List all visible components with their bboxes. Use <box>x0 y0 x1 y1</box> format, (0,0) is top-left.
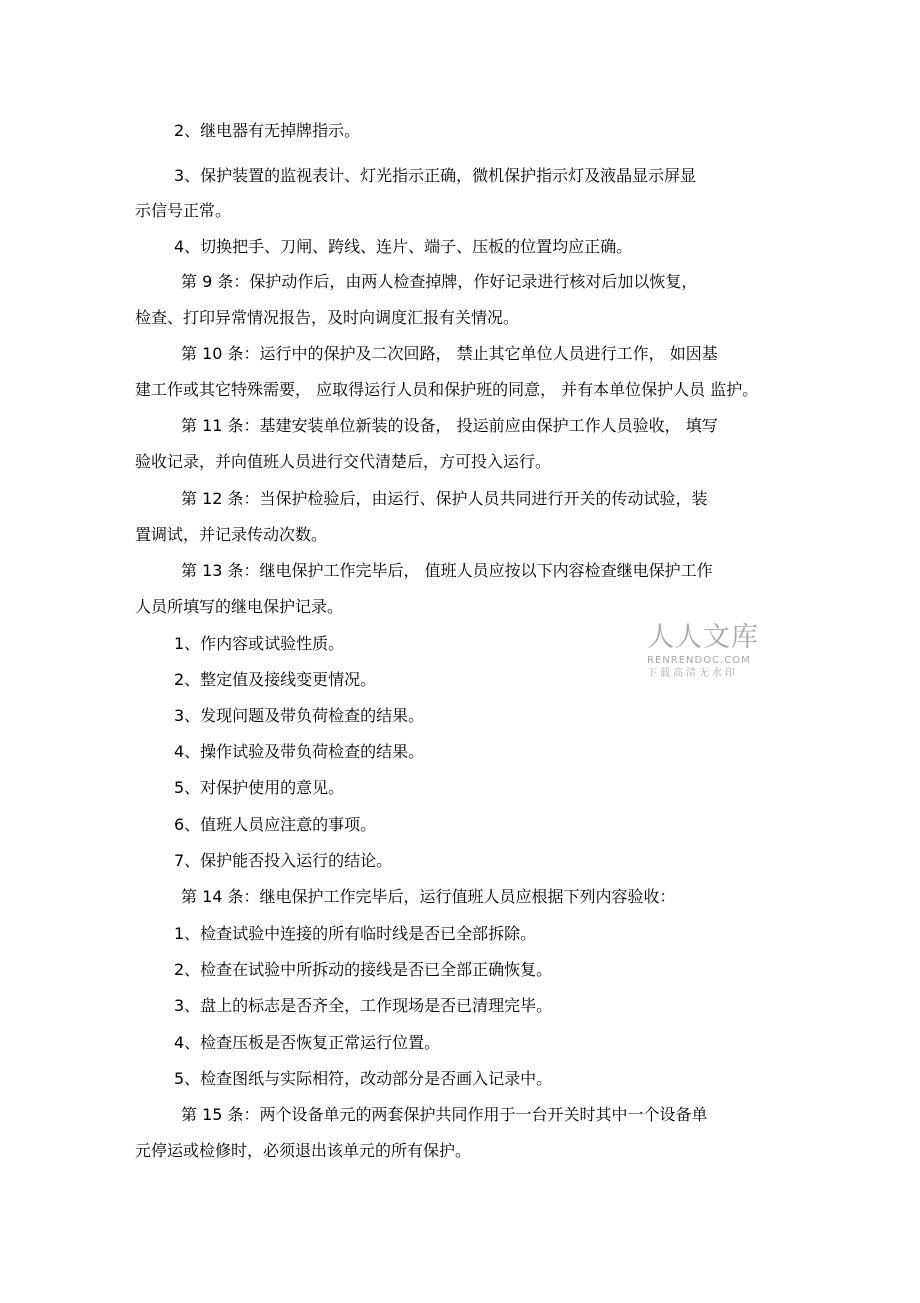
watermark <box>647 622 772 680</box>
watermark-tagline: 下载高清无水印 <box>647 668 738 679</box>
list-item: 4、检查压板是否恢复正常运行位置。 <box>174 1033 441 1052</box>
list-item: 4、切换把手、刀闸、跨线、连片、端子、压板的位置均应正确。 <box>174 237 633 256</box>
list-item: 5、检查图纸与实际相符，改动部分是否画入记录中。 <box>174 1069 553 1088</box>
watermark-brand: 人人文库 <box>647 622 759 653</box>
text-line: 示信号正常。 <box>135 201 232 220</box>
list-item: 6、值班人员应注意的事项。 <box>174 815 377 834</box>
list-item: 3、盘上的标志是否齐全，工作现场是否已清理完毕。 <box>174 996 553 1015</box>
article-line: 第 10 条：运行中的保护及二次回路， 禁止其它单位人员进行工作， 如因基 <box>181 344 718 363</box>
list-item: 2、继电器有无掉牌指示。 <box>174 121 361 140</box>
text-line: 置调试，并记录传动次数。 <box>135 525 328 544</box>
list-item: 7、保护能否投入运行的结论。 <box>174 851 393 870</box>
text-line: 建工作或其它特殊需要， 应取得运行人员和保护班的同意， 并有本单位保护人员 监护。 <box>135 380 759 399</box>
watermark-url: RENRENDOC.COM <box>647 655 751 666</box>
list-item: 2、检查在试验中所拆动的接线是否已全部正确恢复。 <box>174 960 553 979</box>
list-item: 3、保护装置的监视表计、灯光指示正确，微机保护指示灯及液晶显示屏显 <box>174 166 697 185</box>
article-line: 第 12 条：当保护检验后，由运行、保护人员共同进行开关的传动试验，装 <box>181 489 708 508</box>
article-line: 第 11 条：基建安装单位新装的设备， 投运前应由保护工作人员验收， 填写 <box>181 416 718 435</box>
list-item: 1、作内容或试验性质。 <box>174 634 345 653</box>
list-item: 3、发现问题及带负荷检查的结果。 <box>174 706 425 725</box>
text-line: 检查、打印异常情况报告，及时向调度汇报有关情况。 <box>135 308 520 327</box>
list-item: 4、操作试验及带负荷检查的结果。 <box>174 742 425 761</box>
list-item: 2、整定值及接线变更情况。 <box>174 670 377 689</box>
article-line: 第 9 条：保护动作后，由两人检查掉牌，作好记录进行核对后加以恢复， <box>181 272 698 291</box>
list-item: 5、对保护使用的意见。 <box>174 778 345 797</box>
article-line: 第 13 条：继电保护工作完毕后， 值班人员应按以下内容检查继电保护工作 <box>181 561 713 580</box>
article-line: 第 15 条：两个设备单元的两套保护共同作用于一台开关时其中一个设备单 <box>181 1105 708 1124</box>
text-line: 元停运或检修时，必须退出该单元的所有保护。 <box>135 1141 472 1160</box>
article-line: 第 14 条：继电保护工作完毕后，运行值班人员应根据下列内容验收： <box>181 887 676 906</box>
text-line: 验收记录，并向值班人员进行交代清楚后，方可投入运行。 <box>135 452 552 471</box>
text-line: 人员所填写的继电保护记录。 <box>135 597 344 616</box>
list-item: 1、检查试验中连接的所有临时线是否已全部拆除。 <box>174 924 537 943</box>
